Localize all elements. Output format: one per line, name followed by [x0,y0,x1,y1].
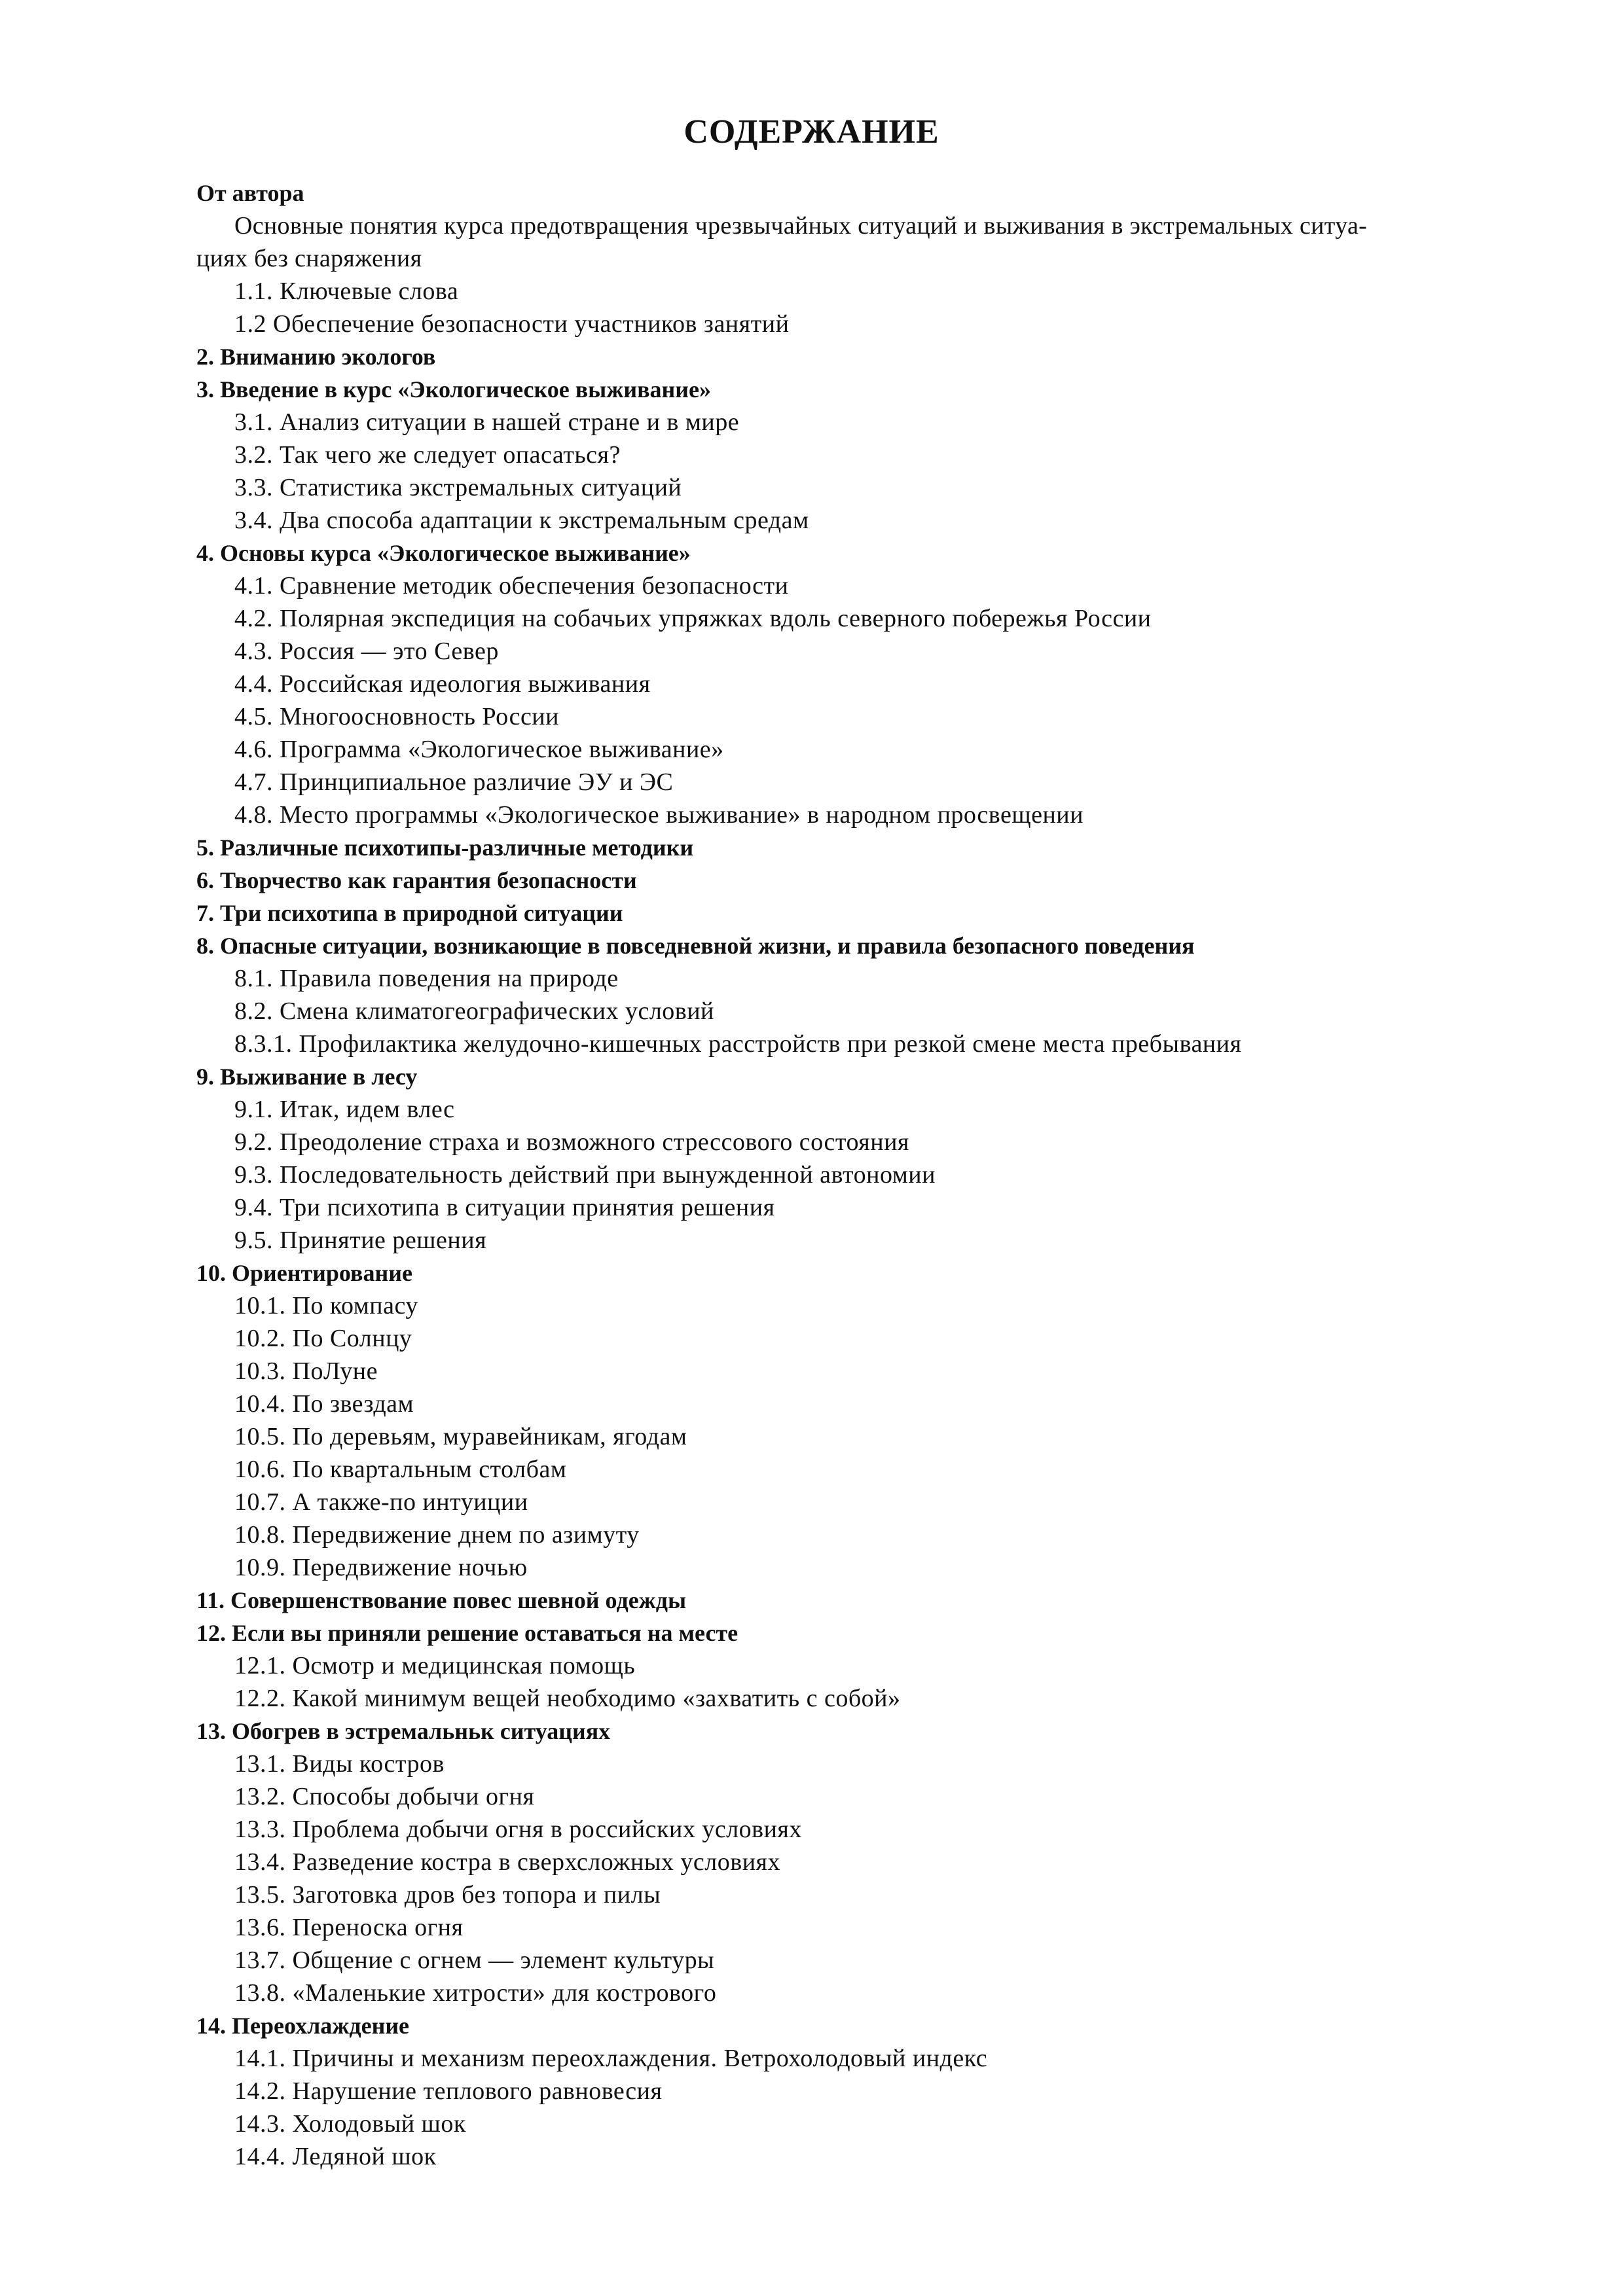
toc-subsection: 10.1. По компасу [234,1292,418,1319]
toc-subsection: 4.2. Полярная экспедиция на собачьих упряжках вдоль северного побережья России [234,605,1152,632]
toc-section-heading: 13. Обогрев в эстремальньк ситуациях [196,1718,611,1744]
toc-subsection: 12.1. Осмотр и медицинская помощь [234,1652,636,1679]
toc-subsection: 4.7. Принципиальное различие ЭУ и ЭС [234,768,674,796]
toc-subsection: 4.4. Российская идеология выживания [234,670,651,698]
toc-paragraph-line: Основные понятия курса предотвращения чрезвычайных ситуаций и выживания в экстремальных ситуа- [234,212,1368,240]
toc-subsection: 9.5. Принятие решения [234,1227,487,1254]
toc-subsection: 10.4. По звездам [234,1390,414,1418]
toc-subsection: 10.8. Передвижение днем по азимуту [234,1521,640,1549]
toc-subsection: 13.2. Способы добычи огня [234,1783,535,1810]
toc-subsection: 1.2 Обеспечение безопасности участников занятий [234,310,790,338]
toc-section-heading: 4. Основы курса «Экологическое выживание» [196,540,691,566]
toc-subsection: 10.3. ПоЛуне [234,1357,378,1385]
toc-subsection: 13.6. Переноска огня [234,1914,464,1941]
page-title: СОДЕРЖАНИЕ [684,113,939,151]
toc-subsection: 14.3. Холодовый шок [234,2110,466,2138]
toc-subsection: 4.8. Место программы «Экологическое выживание» в народном просвещении [234,801,1084,829]
toc-subsection: 10.5. По деревьям, муравейникам, ягодам [234,1423,687,1450]
toc-subsection: 3.4. Два способа адаптации к экстремальным средам [234,507,809,534]
toc-subsection: 9.2. Преодоление страха и возможного стрессового состояния [234,1128,909,1156]
toc-subsection: 3.1. Анализ ситуации в нашей стране и в мире [234,408,740,436]
toc-subsection: 14.4. Ледяной шок [234,2143,437,2170]
toc-subsection: 1.1. Ключевые слова [234,278,459,305]
toc-subsection: 14.2. Нарушение теплового равновесия [234,2077,663,2105]
toc-subsection: 3.3. Статистика экстремальных ситуаций [234,474,682,501]
toc-subsection: 13.8. «Маленькие хитрости» для кострового [234,1979,717,2007]
toc-subsection: 9.3. Последовательность действий при вынужденной автономии [234,1161,936,1189]
table-of-contents [196,177,1499,2173]
toc-section-heading: 2. Вниманию экологов [196,344,436,370]
toc-section-heading: 9. Выживание в лесу [196,1064,418,1090]
toc-subsection: 4.5. Многоосновность России [234,703,559,730]
toc-subsection: 13.5. Заготовка дров без топора и пилы [234,1881,661,1909]
toc-subsection: 8.1. Правила поведения на природе [234,965,619,992]
toc-section-heading: 14. Переохлаждение [196,2013,410,2039]
toc-subsection: 10.7. А также-по интуиции [234,1488,528,1516]
toc-subsection: 4.6. Программа «Экологическое выживание» [234,736,724,763]
toc-section-heading: От автора [196,180,304,206]
toc-section-heading: 5. Различные психотипы-различные методики [196,834,694,861]
toc-section-heading: 8. Опасные ситуации, возникающие в повседневной жизни, и правила безопасного поведения [196,933,1195,959]
toc-subsection: 13.1. Виды костров [234,1750,445,1778]
toc-subsection: 10.2. По Солнцу [234,1325,412,1352]
toc-subsection: 8.2. Смена климатогеографических условий [234,997,714,1025]
toc-section-heading: 6. Творчество как гарантия безопасности [196,867,637,893]
toc-subsection: 10.6. По квартальным столбам [234,1456,567,1483]
toc-subsection: 9.1. Итак, идем влес [234,1096,455,1123]
toc-subsection: 4.3. Россия — это Север [234,637,499,665]
toc-subsection: 13.4. Разведение костра в сверхсложных условиях [234,1848,781,1876]
toc-section-heading: 7. Три психотипа в природной ситуации [196,900,623,926]
toc-subsection: 4.1. Сравнение методик обеспечения безопасности [234,572,789,600]
toc-paragraph-line: циях без снаряжения [196,245,422,272]
toc-section-heading: 12. Если вы приняли решение оставаться на месте [196,1620,739,1646]
toc-subsection: 3.2. Так чего же следует опасаться? [234,441,621,469]
toc-subsection: 14.1. Причины и механизм переохлаждения. Ветрохолодовый индекс [234,2045,988,2072]
toc-section-heading: 3. Введение в курс «Экологическое выживание» [196,376,712,403]
toc-subsection: 13.3. Проблема добычи огня в российских условиях [234,1816,802,1843]
toc-subsection: 13.7. Общение с огнем — элемент культуры [234,1946,715,1974]
toc-subsection: 12.2. Какой минимум вещей необходимо «захватить с собой» [234,1685,901,1712]
toc-subsection: 10.9. Передвижение ночью [234,1554,528,1581]
toc-subsection: 8.3.1. Профилактика желудочно-кишечных расстройств при резкой смене места пребывания [234,1030,1242,1058]
toc-subsection: 9.4. Три психотипа в ситуации принятия решения [234,1194,775,1221]
toc-section-heading: 10. Ориентирование [196,1260,412,1286]
toc-section-heading: 11. Совершенствование повес шевной одежды [196,1587,687,1613]
